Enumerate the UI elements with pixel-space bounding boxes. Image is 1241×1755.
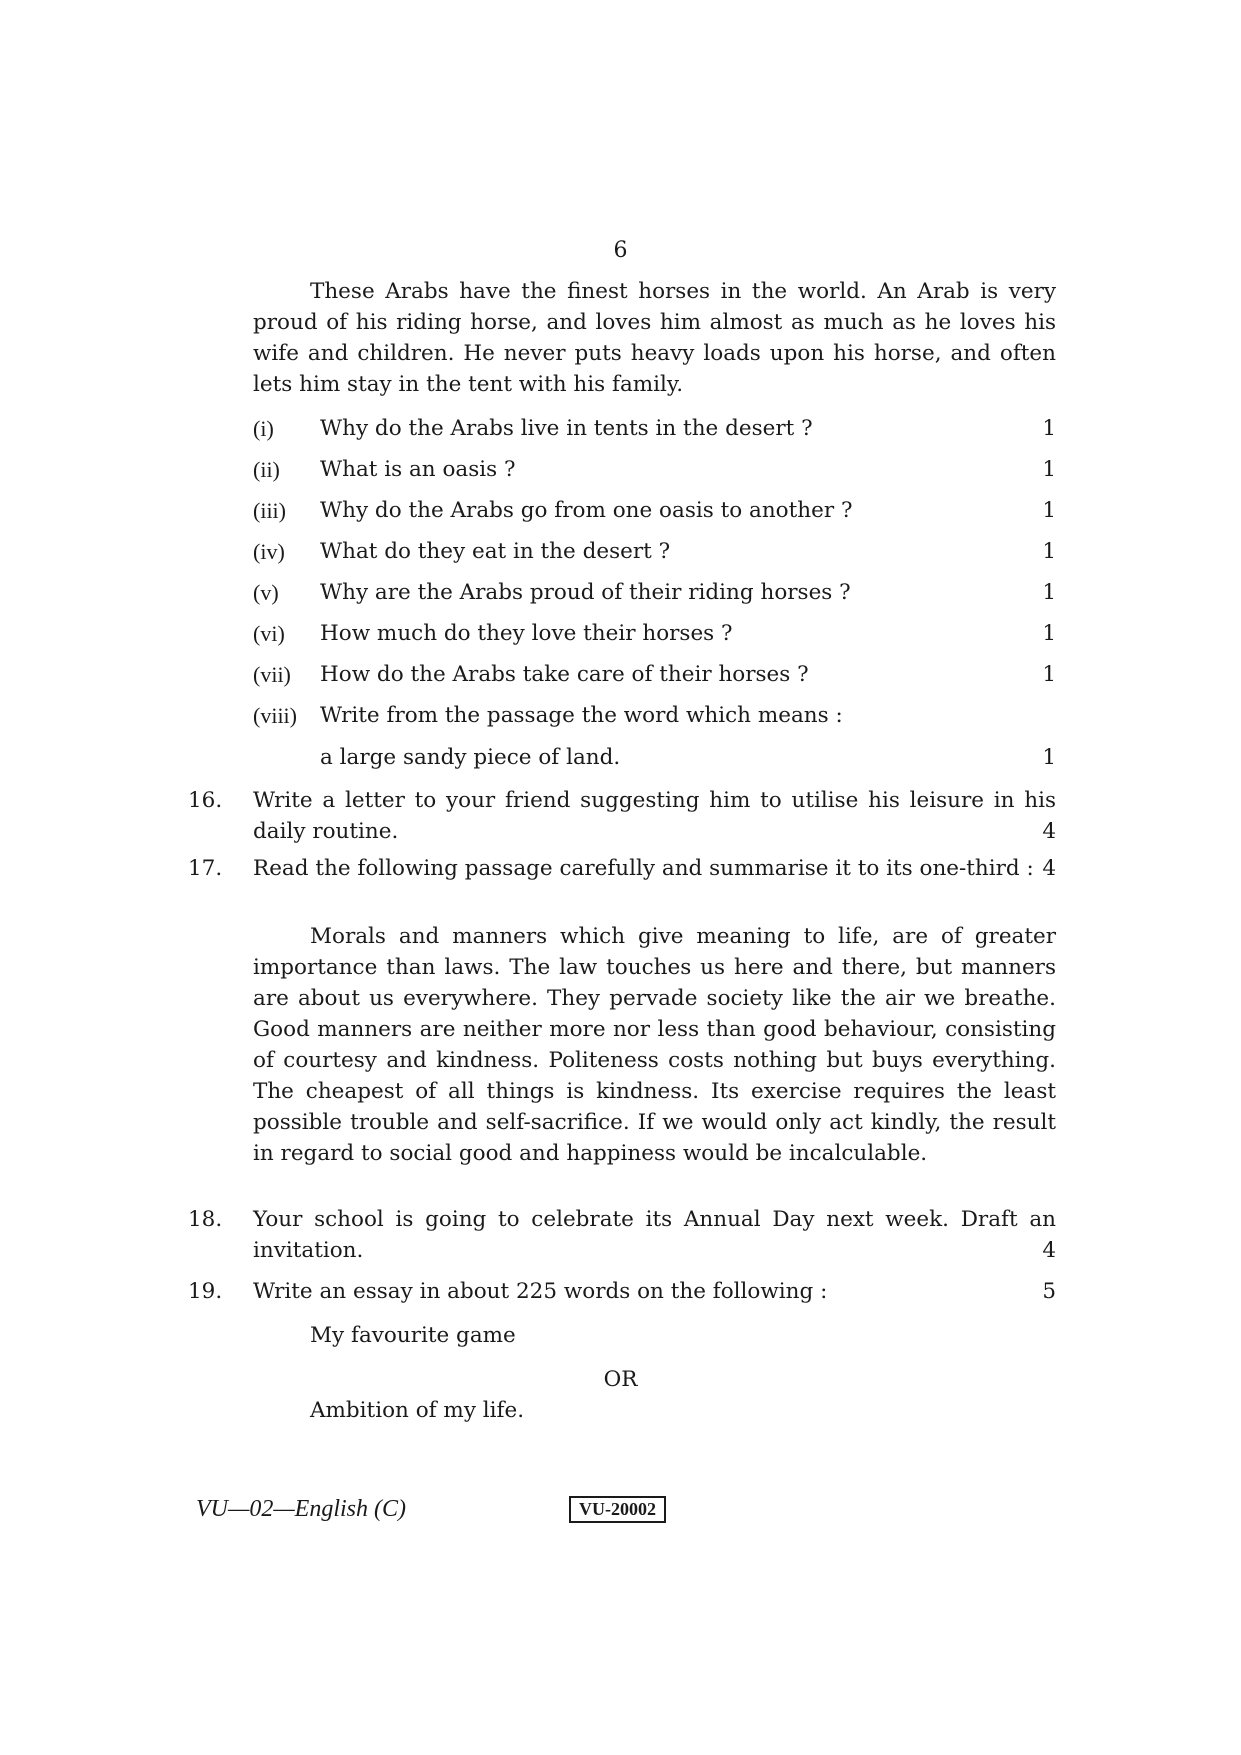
- sub-question-text: What is an oasis ?: [320, 457, 516, 482]
- sub-question: [253, 659, 1056, 690]
- sub-question: [253, 577, 1056, 608]
- sub-question-text: How much do they love their horses ?: [320, 621, 733, 646]
- sub-question-text: Why are the Arabs proud of their riding horses ?: [320, 580, 851, 605]
- question-text: Write a letter to your friend suggesting him to utilise his leisure in his daily routine.: [253, 788, 1056, 844]
- question-marks: 4: [1042, 819, 1056, 844]
- sub-question: [253, 618, 1056, 649]
- sub-question-text: Write from the passage the word which means :: [320, 703, 843, 728]
- sub-question-marks: 1: [1042, 745, 1056, 770]
- sub-question: [253, 536, 1056, 567]
- question-marks: 4: [1042, 1238, 1056, 1263]
- sub-question-label: (iii): [253, 498, 286, 523]
- sub-question: [253, 495, 1056, 526]
- passage-intro: These Arabs have the finest horses in the world. An Arab is very proud of his riding horse, and loves him almost as much as he loves his wife and children. He never puts heavy loads upon his horse, and often lets him stay in the tent with his family.: [253, 279, 1056, 397]
- question-marks: 4: [1042, 856, 1056, 881]
- sub-question-text: What do they eat in the desert ?: [320, 539, 671, 564]
- question-number: 16.: [188, 788, 223, 813]
- sub-question-text: Why do the Arabs go from one oasis to another ?: [320, 498, 853, 523]
- footer-paper-code: VU-20002: [569, 1496, 666, 1523]
- question-number: 17.: [188, 856, 223, 881]
- sub-question-text: Why do the Arabs live in tents in the desert ?: [320, 416, 813, 441]
- sub-question: [253, 413, 1056, 444]
- question-text: Read the following passage carefully and summarise it to its one-third :: [253, 856, 1034, 881]
- sub-question-label: (i): [253, 416, 274, 441]
- sub-question-label: (ii): [253, 457, 280, 482]
- sub-question-marks: 1: [1042, 662, 1056, 687]
- sub-question-text: a large sandy piece of land.: [320, 745, 621, 770]
- sub-question-marks: 1: [1042, 539, 1056, 564]
- sub-question-label: (vii): [253, 662, 291, 687]
- question-marks: 5: [1042, 1279, 1056, 1304]
- sub-question-marks: 1: [1042, 498, 1056, 523]
- page-number: 6: [613, 238, 628, 263]
- question-text: Your school is going to celebrate its Annual Day next week. Draft an invitation.: [253, 1207, 1056, 1263]
- sub-question-continuation: [253, 742, 1056, 773]
- sub-question-text: How do the Arabs take care of their horses ?: [320, 662, 809, 687]
- essay-topic: Ambition of my life.: [310, 1398, 525, 1423]
- sub-question-marks: 1: [1042, 580, 1056, 605]
- sub-question: [253, 700, 1056, 731]
- question-number: 19.: [188, 1279, 223, 1304]
- sub-question: [253, 454, 1056, 485]
- sub-question-marks: 1: [1042, 416, 1056, 441]
- essay-topic: My favourite game: [310, 1323, 516, 1348]
- sub-question-label: (iv): [253, 539, 285, 564]
- question-number: 18.: [188, 1207, 223, 1232]
- sub-question-label: (v): [253, 580, 279, 605]
- sub-question-label: (vi): [253, 621, 285, 646]
- footer-paper-title: VU—02—English (C): [196, 1496, 406, 1522]
- sub-question-marks: 1: [1042, 621, 1056, 646]
- sub-question-marks: 1: [1042, 457, 1056, 482]
- question-text: Write an essay in about 225 words on the following :: [253, 1279, 828, 1304]
- summary-passage: Morals and manners which give meaning to life, are of greater importance than laws. The law touches us here and there, but manners are about us everywhere. They pervade society like the air we breathe. Good manners are neither more nor less than good behaviour, consisting of courtesy and kindness. Politeness costs nothing but buys everything. The cheapest of all things is kindness. Its exercise requires the least possible trouble and self-sacrifice. If we would only act kindly, the result in regard to social good and happiness would be incalculable.: [253, 924, 1056, 1166]
- sub-question-label: (viii): [253, 703, 297, 728]
- essay-or-separator: OR: [603, 1367, 638, 1392]
